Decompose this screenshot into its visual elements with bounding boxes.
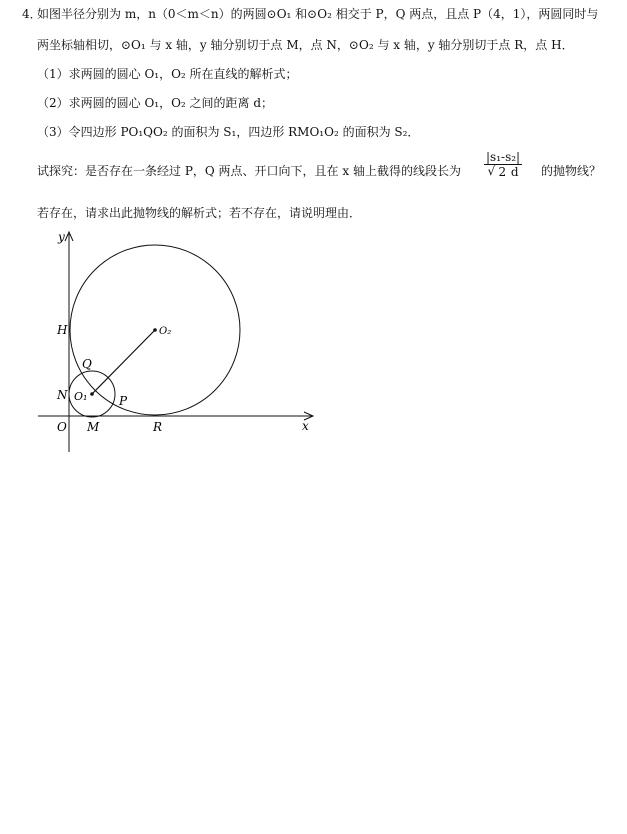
problem-line-1: 如图半径分别为 m，n（0＜m＜n）的两圆⊙O₁ 和⊙O₂ 相交于 P，Q 两点，且点 P（4，1），两圆同时与 bbox=[37, 7, 599, 21]
label-o1: O₁ bbox=[74, 390, 88, 403]
label-r: R bbox=[153, 420, 163, 434]
last-line: 若存在，请求出此抛物线的解析式；若不存在，请说明理由． bbox=[37, 206, 362, 220]
label-h: H bbox=[57, 323, 68, 337]
sqrt: √ 2 bbox=[487, 164, 507, 179]
fraction-var-d: d bbox=[510, 165, 519, 179]
label-x-axis: x bbox=[302, 419, 309, 433]
segment-o1o2 bbox=[92, 330, 155, 394]
problem-line-2: 两坐标轴相切，⊙O₁ 与 x 轴，y 轴分别切于点 M，点 N，⊙O₂ 与 x 轴，y 轴分别切于点 R，点 H． bbox=[37, 38, 574, 52]
explore-suffix: 的抛物线？ bbox=[541, 164, 602, 178]
explore-prefix: 试探究：是否存在一条经过 P，Q 两点、开口向下，且在 x 轴上截得的线段长为 bbox=[37, 164, 461, 178]
fraction-denominator bbox=[484, 165, 522, 180]
label-o2: O₂ bbox=[159, 326, 172, 337]
question-3: （3）令四边形 PO₁QO₂ 的面积为 S₁，四边形 RMO₁O₂ 的面积为 S₂． bbox=[37, 125, 420, 139]
problem-number: 4． bbox=[22, 7, 42, 21]
geometry-figure bbox=[30, 228, 330, 458]
label-q: Q bbox=[82, 357, 92, 371]
question-1: （1）求两圆的圆心 O₁，O₂ 所在直线的解析式； bbox=[37, 67, 298, 81]
point-o2 bbox=[153, 328, 157, 332]
label-y-axis: y bbox=[58, 230, 65, 244]
fraction bbox=[484, 150, 522, 180]
label-n: N bbox=[57, 388, 68, 402]
label-origin: O bbox=[57, 420, 67, 434]
fraction-numerator: |s₁-s₂| bbox=[486, 150, 521, 164]
label-m: M bbox=[87, 420, 100, 434]
point-o1 bbox=[90, 392, 94, 396]
question-2: （2）求两圆的圆心 O₁，O₂ 之间的距离 d； bbox=[37, 96, 274, 110]
label-p: P bbox=[119, 394, 128, 408]
